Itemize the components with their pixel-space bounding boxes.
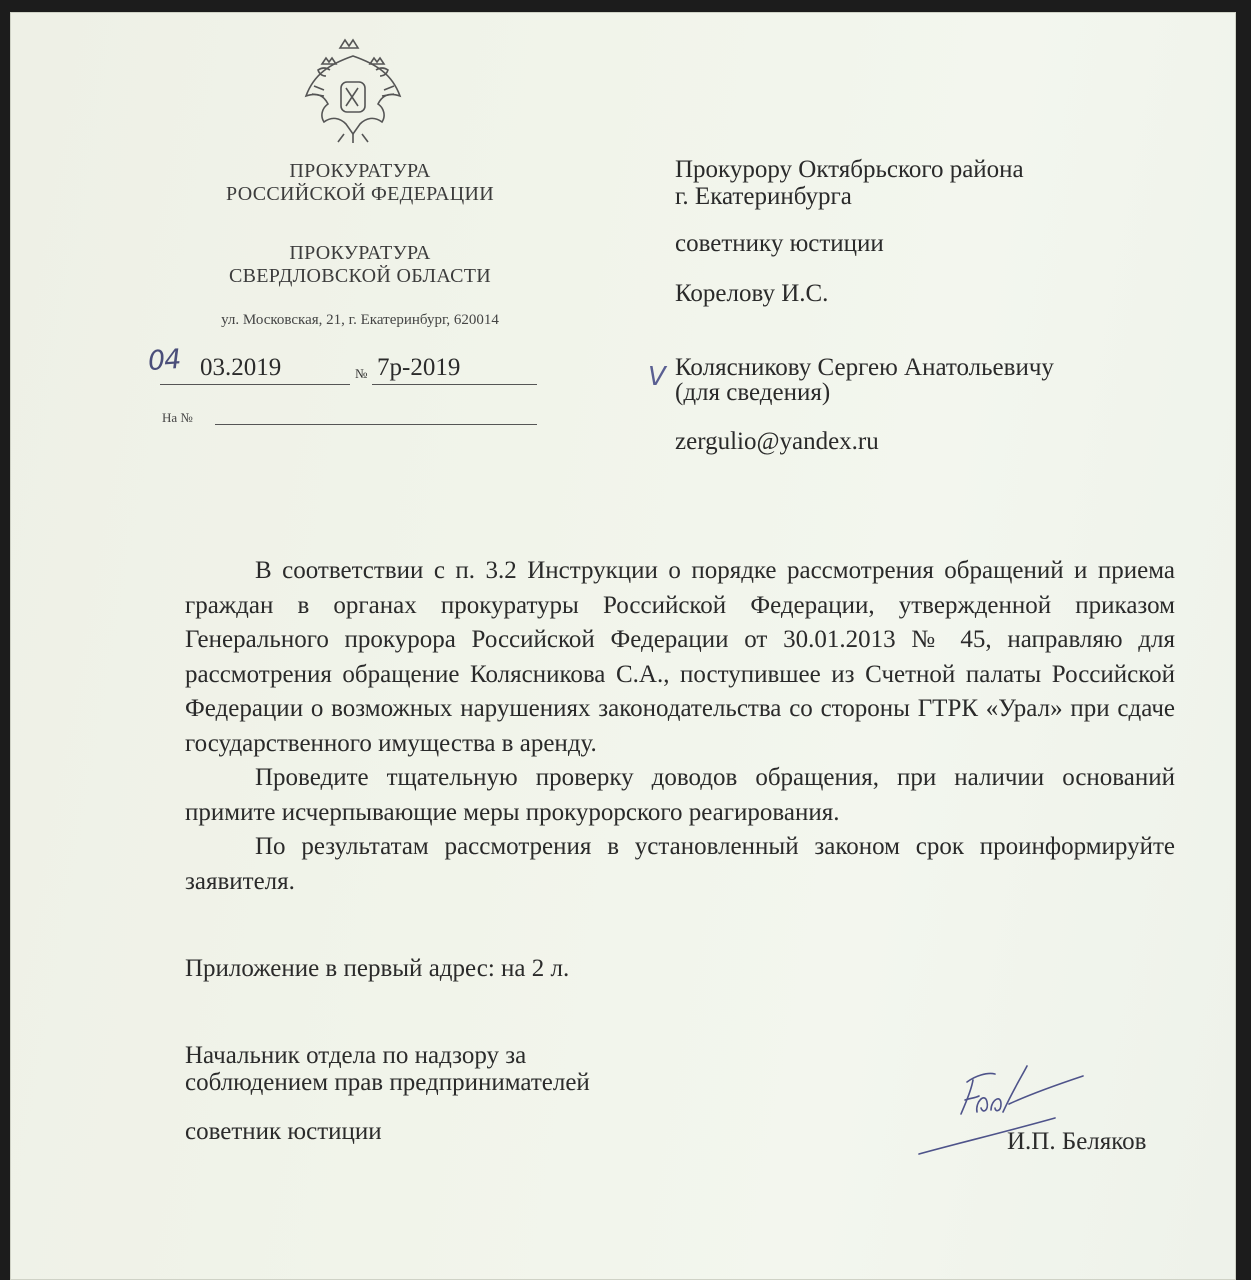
outgoing-number: 7р-2019: [377, 354, 461, 381]
date-underline: [160, 384, 350, 385]
number-label: №: [355, 366, 368, 381]
handwritten-day: 04: [146, 343, 182, 378]
org-line-1: ПРОКУРАТУРА: [289, 160, 431, 182]
document-page: [10, 12, 1236, 1280]
check-mark: V: [648, 362, 666, 392]
sub-org-line-1: ПРОКУРАТУРА: [289, 242, 431, 264]
signer-position-line-1: Начальник отдела по надзору за: [185, 1042, 527, 1069]
signer-name: И.П. Беляков: [1007, 1128, 1147, 1155]
signer-position-line-2: соблюдением прав предпринимателей: [185, 1069, 590, 1096]
number-underline: [372, 384, 537, 385]
organization-name: [170, 160, 550, 206]
recipient-title: советнику юстиции: [675, 230, 884, 257]
attachment-note: Приложение в первый адрес: на 2 л.: [185, 955, 570, 982]
cc-recipient-name: Колясникову Сергею Анатольевичу: [675, 354, 1054, 381]
outgoing-date: 03.2019: [200, 354, 282, 381]
recipient-line-1: Прокурору Октябрьского района: [675, 156, 1024, 183]
sub-organization-name: [170, 242, 550, 288]
cc-note: (для сведения): [675, 379, 831, 406]
recipient-line-2: г. Екатеринбурга: [675, 183, 852, 210]
body-paragraph-1: В соответствии с п. 3.2 Инструкции о порядке рассмотрения обращений и приема граждан в органах прокуратуры Российской Федерации, утвержденной приказом Генерального прокурора Российской Федерации от 30.01.2013 № 45, направляю для рассмотрения обращение Колясникова С.А., поступившее из Счетной палаты Российской Федерации о возможных нарушениях законодательства со стороны ГТРК «Урал» при сдаче государственного имущества в аренду.: [185, 557, 1175, 757]
letter-body: [185, 554, 1175, 899]
reference-label: На №: [162, 410, 193, 425]
reference-underline: [215, 424, 537, 425]
recipient-name: Корелову И.С.: [675, 280, 829, 307]
office-address: ул. Московская, 21, г. Екатеринбург, 620014: [221, 312, 499, 328]
signer-rank: советник юстиции: [185, 1118, 382, 1145]
org-line-2: РОССИЙСКОЙ ФЕДЕРАЦИИ: [226, 183, 494, 205]
cc-email: zergulio@yandex.ru: [675, 428, 879, 455]
body-paragraph-3: По результатам рассмотрения в установленный законом срок проинформируйте заявителя.: [185, 833, 1175, 895]
body-paragraph-2: Проведите тщательную проверку доводов обращения, при наличии оснований примите исчерпывающие меры прокурорского реагирования.: [185, 764, 1175, 826]
sub-org-line-2: СВЕРДЛОВСКОЙ ОБЛАСТИ: [228, 265, 491, 287]
double-headed-eagle-emblem-icon: [300, 34, 406, 146]
